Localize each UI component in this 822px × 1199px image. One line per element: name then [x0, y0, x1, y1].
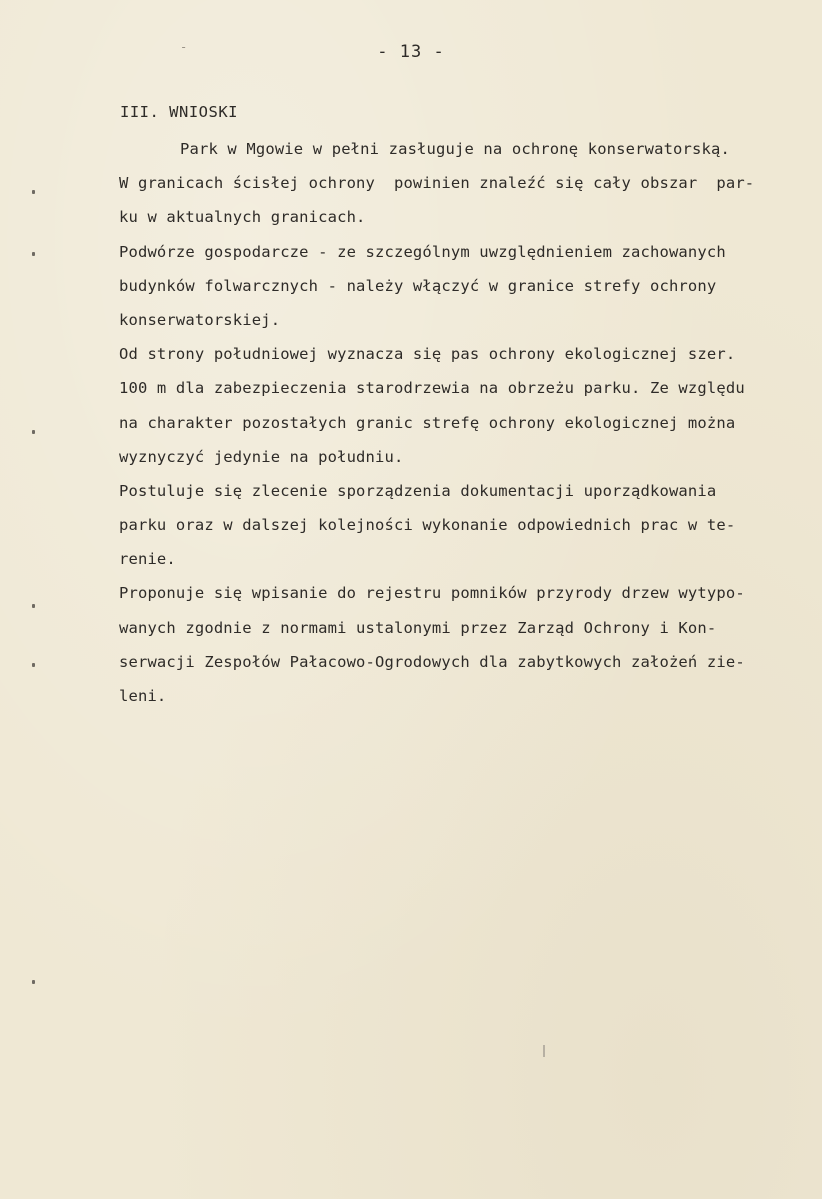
text-line: ku w aktualnych granicach.	[119, 208, 366, 227]
margin-mark	[32, 980, 35, 984]
text-line: konserwatorskiej.	[119, 310, 281, 329]
section-heading: III. WNIOSKI	[120, 103, 238, 121]
text-line: wyznyczyć jedynie na południu.	[119, 447, 404, 466]
text-line: W granicach ścisłej ochrony powinien znaleźć się cały obszar par-	[119, 174, 755, 193]
margin-mark	[32, 663, 35, 667]
text-line: Od strony południowej wyznacza się pas ochrony ekologicznej szer.	[119, 345, 736, 364]
text-line: na charakter pozostałych granic strefę ochrony ekologicznej można	[119, 413, 736, 432]
page-number: - 13 -	[377, 42, 445, 62]
text-line: leni.	[119, 687, 167, 705]
margin-mark	[32, 190, 35, 194]
margin-mark	[32, 604, 35, 608]
corner-mark: -	[180, 40, 188, 54]
paper-speck	[543, 1045, 545, 1057]
margin-mark	[32, 252, 35, 256]
text-line: Podwórze gospodarcze - ze szczególnym uwzględnieniem zachowanych	[119, 242, 726, 261]
text-line: Park w Mgowie w pełni zasługuje na ochronę konserwatorską.	[180, 140, 730, 158]
text-line: parku oraz w dalszej kolejności wykonanie odpowiednich prac w te-	[119, 516, 736, 535]
text-line: budynków folwarcznych - należy włączyć w granice strefy ochrony	[119, 276, 717, 295]
text-line: serwacji Zespołów Pałacowo-Ogrodowych dla zabytkowych założeń zie-	[119, 652, 745, 671]
text-line: 100 m dla zabezpieczenia starodrzewia na obrzeżu parku. Ze względu	[119, 379, 745, 398]
text-line: renie.	[119, 550, 176, 569]
margin-mark	[32, 430, 35, 434]
text-line: Proponuje się wpisanie do rejestru pomników przyrody drzew wytypo-	[119, 584, 745, 603]
text-line: wanych zgodnie z normami ustalonymi przez Zarząd Ochrony i Kon-	[119, 618, 717, 637]
text-line: Postuluje się zlecenie sporządzenia dokumentacji uporządkowania	[119, 481, 717, 500]
body-text	[119, 132, 799, 713]
